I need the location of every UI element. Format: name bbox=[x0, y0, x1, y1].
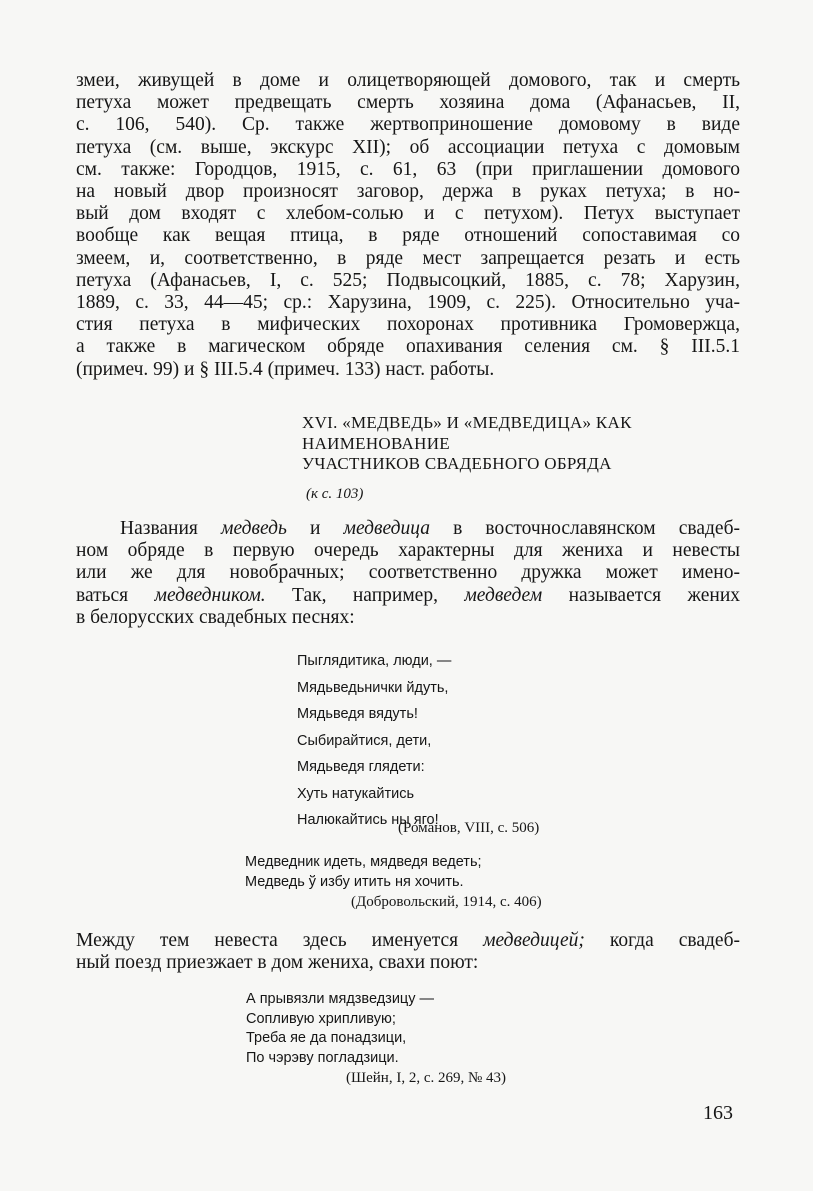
text-line: а также в магическом обряде опахивания селения см. § III.5.1 bbox=[76, 336, 740, 358]
text-line: вообще как вещая птица, в ряде отношений сопоставимая со bbox=[76, 225, 740, 247]
text-line: стия петуха в мифических похоронах противника Громовержца, bbox=[76, 314, 740, 336]
verse-line: Хуть натукайтись bbox=[297, 785, 415, 802]
heading-line: УЧАСТНИКОВ СВАДЕБНОГО ОБРЯДА bbox=[302, 454, 612, 473]
emphasis: медведица bbox=[343, 518, 430, 539]
verse-line: Медведь ў избу итить ня хочить. bbox=[245, 874, 464, 890]
text-line: (примеч. 99) и § III.5.4 (примеч. 133) наст. работы. bbox=[76, 358, 495, 380]
section-reference: (к с. 103) bbox=[306, 486, 364, 502]
verse-three bbox=[246, 990, 434, 1068]
verse-line: Мядьведя глядети: bbox=[297, 759, 425, 775]
emphasis: медведицей; bbox=[483, 930, 585, 951]
text-line: ваться медведником. Так, например, медведем называется жених bbox=[76, 584, 741, 606]
verse-line: Пыглядитика, люди, — bbox=[297, 653, 452, 669]
verse-two-citation: (Добровольский, 1914, с. 406) bbox=[351, 894, 542, 910]
text-line: змеем, и, соответственно, в ряде мест запрещается резать и есть bbox=[76, 247, 740, 269]
verse-line: Сопливую хрипливую; bbox=[246, 1010, 396, 1027]
paragraph-bride bbox=[76, 930, 740, 974]
text-line: Между тем невеста здесь именуется медведицей; когда свадеб- bbox=[76, 930, 740, 951]
verse-line: А прывязли мядзведзицу — bbox=[246, 991, 435, 1007]
text-line: змеи, живущей в доме и олицетворяющей домового, так и смерть bbox=[76, 70, 740, 91]
emphasis: медведь bbox=[221, 518, 287, 539]
heading-line: НАИМЕНОВАНИЕ bbox=[302, 433, 450, 453]
text-line: или же для новобрачных; соответственно дружка может имено- bbox=[76, 562, 740, 584]
text-line: в белорусских свадебных песнях: bbox=[76, 606, 355, 628]
paragraph-names bbox=[76, 518, 740, 629]
verse-line: Мядьведя вядуть! bbox=[297, 706, 418, 722]
text-line: петуха может предвещать смерть хозяина дома (Афанасьев, II, bbox=[76, 92, 740, 114]
verse-line: Мядьведьнички йдуть, bbox=[297, 679, 449, 696]
text-line: ный поезд приезжает в дом жениха, свахи поют: bbox=[76, 952, 479, 974]
text-line: 1889, с. 33, 44—45; ср.: Харузина, 1909, с. 225). Относительно уча- bbox=[76, 292, 740, 314]
emphasis: медведником. bbox=[154, 584, 266, 606]
text-line: Названия медведь и медведица в восточнославянском свадеб- bbox=[120, 518, 741, 539]
paragraph-rooster bbox=[76, 70, 740, 381]
verse-line: Треба яе да понадзици, bbox=[246, 1030, 407, 1046]
verse-line: Медведник идеть, мядведя ведеть; bbox=[245, 854, 482, 870]
verse-three-citation: (Шейн, I, 2, с. 269, № 43) bbox=[346, 1070, 507, 1086]
text-line: вый дом входят с хлебом-солью и с петухом). Петух выступает bbox=[76, 203, 740, 225]
verse-line: Налюкайтись ны яго! bbox=[297, 812, 439, 828]
verse-line: По чэрэву погладзици. bbox=[246, 1049, 399, 1066]
text-line: петуха (см. выше, экскурс XII); об ассоциации петуха с домовым bbox=[76, 136, 740, 158]
text-line: на новый двор произносят заговор, держа в руках петуха; в но- bbox=[76, 181, 740, 203]
text-line: см. также: Городцов, 1915, с. 61, 63 (при приглашении домового bbox=[76, 158, 740, 180]
section-heading bbox=[302, 413, 632, 475]
verse-one bbox=[297, 648, 451, 834]
text-line: петуха (Афанасьев, I, с. 525; Подвысоцкий, 1885, с. 78; Харузин, bbox=[76, 269, 740, 291]
heading-line: XVI. «МЕДВЕДЬ» И «МЕДВЕДИЦА» КАК bbox=[302, 413, 632, 432]
verse-one-citation: (Романов, VIII, с. 506) bbox=[398, 820, 540, 836]
page-number: 163 bbox=[703, 1102, 733, 1124]
emphasis: медведем bbox=[464, 584, 543, 606]
text-line: ном обряде в первую очередь характерны для жениха и невесты bbox=[76, 540, 740, 562]
verse-line: Сыбирайтися, дети, bbox=[297, 732, 432, 749]
verse-two bbox=[245, 852, 482, 892]
text-line: с. 106, 540). Ср. также жертвоприношение домовому в виде bbox=[76, 114, 740, 136]
